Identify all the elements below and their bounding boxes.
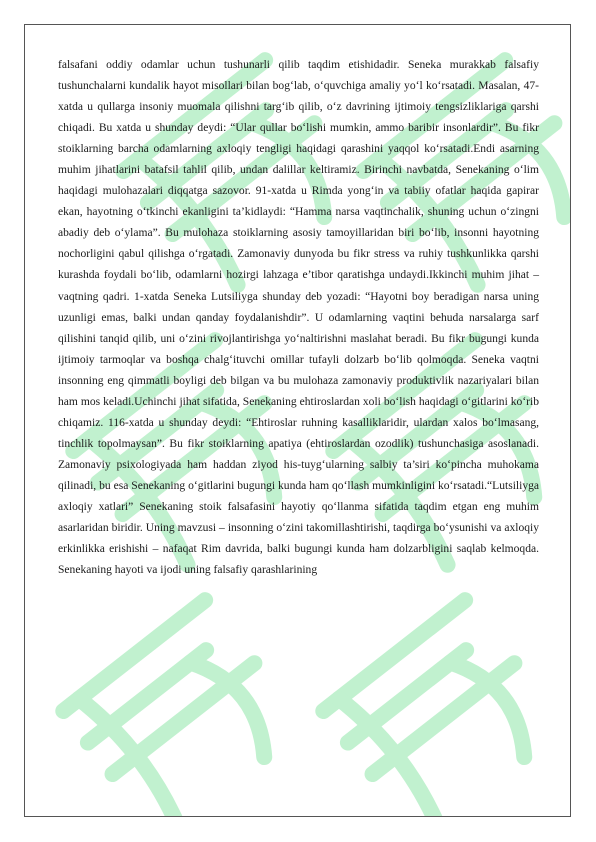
body-paragraph: falsafani oddiy odamlar uchun tushunarli qilib taqdim etishidadir. Seneka murakkab falsafiy tushunchalarni kundalik hayot misollari bilan bog‘lab, o‘quvchiga amaliy yo‘l ko‘rsatadi. Masalan, 47-xatda u qullarga insoniy muomala qilishni targ‘ib qilib, o‘z davrining ijtimoiy tengsizliklariga qarshi chiqadi. Bu xatda u shunday deydi: “Ular qullar bo‘lishi mumkin, ammo baribir insonlardir”. Bu fikr stoiklarning barcha odamlarning axloqiy tengligi haqidagi qarashini yaqqol ko‘rsatadi.Endi asarning muhim jihatlarini batafsil tahlil qilib, undan dalillar keltiramiz. Birinchi navbatda, Senekaning o‘lim haqidagi mulohazalari diqqatga sazovor. 91-xatda u Rimda yong‘in va tabiiy ofatlar haqida gapirar ekan, hayotning o‘tkinchi ekanligini ta’kidlaydi: “Hamma narsa vaqtinchalik, shuning uchun o‘zingni abadiy deb o‘ylama”. Bu mulohaza stoiklarning asosiy tamoyillaridan biri bo‘lib, insonni hayotning nochorligini qabul qilishga o‘rgatadi. Zamonaviy dunyoda bu fikr stress va ruhiy tushkunlikka qarshi kurashda foydali bo‘lib, odamlarni hozirgi lahzaga e’tibor qaratishga undaydi.Ikkinchi muhim jihat – vaqtning qadri. 1-xatda Seneka Lutsiliyga shunday deb yozadi: “Hayotni boy beradigan narsa uning uzunligi emas, balki undan qanday foydalanishdir”. U odamlarning vaqtini behuda narsalarga sarf qilishini tanqid qilib, uni o‘zini rivojlantirishga yo‘naltirishni maslahat beradi. Bu fikr bugungi kunda ijtimoiy tarmoqlar va boshqa chalg‘ituvchi omillar tufayli dolzarb bo‘lib qolmoqda. Seneka vaqtni insonning eng qimmatli boyligi deb bilgan va bu mulohaza zamonaviy produktivlik nazariyalari bilan ham mos keladi.Uchinchi jihat sifatida, Senekaning ehtiroslardan xoli bo‘lish haqidagi o‘gitlarini ko‘rib chiqamiz. 116-xatda u shunday deydi: “Ehtiroslar ruhning kasalliklaridir, ulardan xalos bo‘lmasang, tinchlik topolmaysan”. Bu fikr stoiklarning apatiya (ehtiroslardan ozodlik) tushunchasiga asoslanadi. Zamonaviy psixologiyada ham haddan ziyod his-tuyg‘ularning salbiy ta’siri ko‘pincha muhokama qilinadi, bu esa Senekaning o‘gitlarini bugungi kunda ham qo‘llash mumkinligini ko‘rsatadi.“Lutsiliyga axloqiy xatlari” Senekaning stoik falsafasini hayotiy qo‘llanma sifatida taqdim etgan eng muhim asarlaridan biridir. Uning mavzusi – insonning o‘zini takomillashtirishi, taqdirga bo‘ysunishi va axloqiy erkinlikka erishishi – nafaqat Rim davrida, balki bugungi kunda ham dolzarbligini saqlab kelmoqda. Senekaning hayoti va ijodi uning falsafiy qarashlarining [58,59,539,577]
document-body [58,55,539,581]
watermark-mark [323,600,563,817]
page-frame [24,24,571,817]
watermark-mark [63,600,303,817]
